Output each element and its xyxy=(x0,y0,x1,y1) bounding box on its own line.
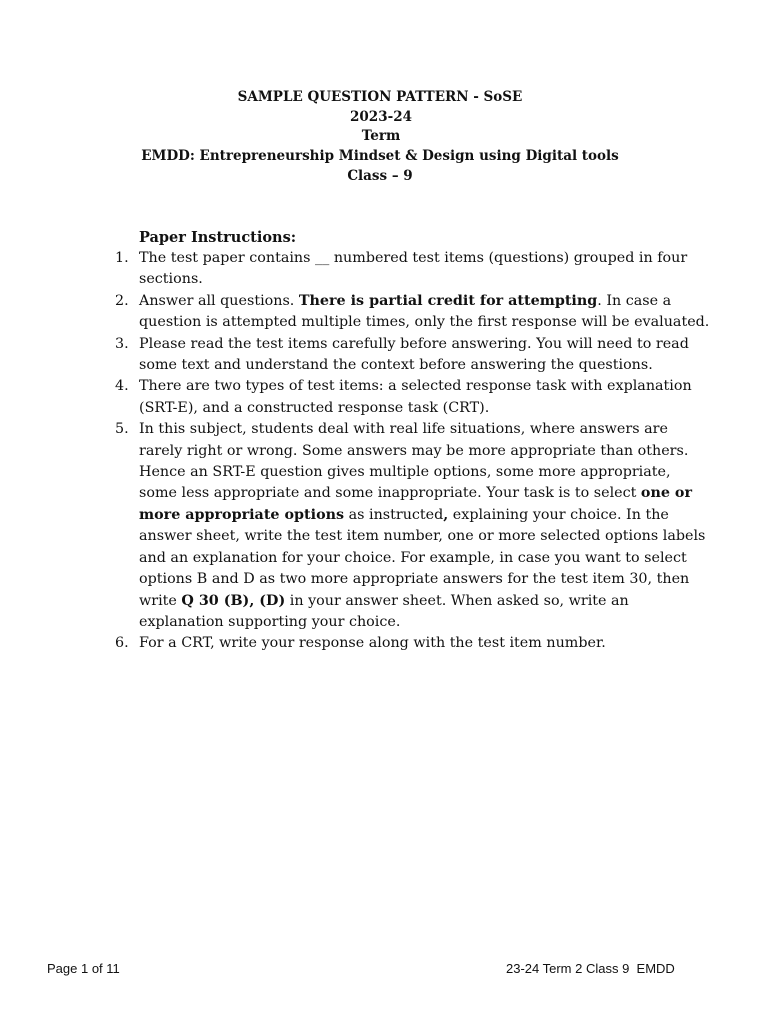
emphasis-text: , xyxy=(443,506,449,523)
instruction-text: Please read the test items carefully before answering. You will need to read some text and understand the context before answering the questions. xyxy=(139,335,689,374)
instruction-number: 2. xyxy=(115,292,129,309)
term-label: Term xyxy=(361,128,401,144)
emphasis-text: Q 30 (B), (D) xyxy=(181,592,286,609)
instruction-text: Answer all questions. There is partial credit for attempting. In case a question is attempted multiple times, only the first response will be evaluated. xyxy=(139,292,710,331)
academic-year: 2023-24 xyxy=(350,109,412,125)
instruction-item xyxy=(112,334,712,377)
instruction-text: For a CRT, write your response along with the test item number. xyxy=(139,635,606,652)
instruction-text: In this subject, students deal with real life situations, where answers are rarely right or wrong. Some answers may be more appropriate than others. Hence an SRT-E question gives multiple options, some more appropriate, some less appropriate and some inappropriate. Your task is to select one or more appropriate options as instructed, explaining your choice. In the answer sheet, write the test item number, one or more selected options labels and an explanation for your choice. For example, in case you want to select options B and D as two more appropriate answers for the test item 30, then write Q 30 (B), (D) in your answer sheet. When asked so, write an explanation supporting your choice. xyxy=(139,421,706,630)
document-id: 23-24 Term 2 Class 9 EMDD xyxy=(506,961,675,976)
instructions-list xyxy=(112,248,712,655)
instruction-item xyxy=(112,419,712,633)
instruction-number: 1. xyxy=(115,250,129,266)
class-label: Class – 9 xyxy=(347,168,413,184)
instruction-text: The test paper contains __ numbered test items (questions) grouped in four sections. xyxy=(139,250,688,288)
subject-title: EMDD: Entrepreneurship Mindset & Design using Digital tools xyxy=(141,148,619,164)
instruction-number: 6. xyxy=(115,635,129,652)
instructions-heading: Paper Instructions: xyxy=(139,229,297,246)
document-title: SAMPLE QUESTION PATTERN - SoSE xyxy=(237,89,523,105)
instruction-item xyxy=(112,291,712,334)
page-number: Page 1 of 11 xyxy=(47,961,120,976)
emphasis-text: one or more appropriate options xyxy=(139,485,692,523)
instruction-number: 4. xyxy=(115,378,129,395)
instruction-text: There are two types of test items: a selected response task with explanation (SRT-E), and a constructed response task (CRT). xyxy=(139,378,692,416)
instruction-item xyxy=(112,633,712,654)
emphasis-text: There is partial credit for attempting xyxy=(298,292,598,309)
instruction-item xyxy=(112,248,712,291)
instruction-item xyxy=(112,376,712,419)
instruction-number: 3. xyxy=(115,335,129,352)
instruction-number: 5. xyxy=(115,421,129,438)
